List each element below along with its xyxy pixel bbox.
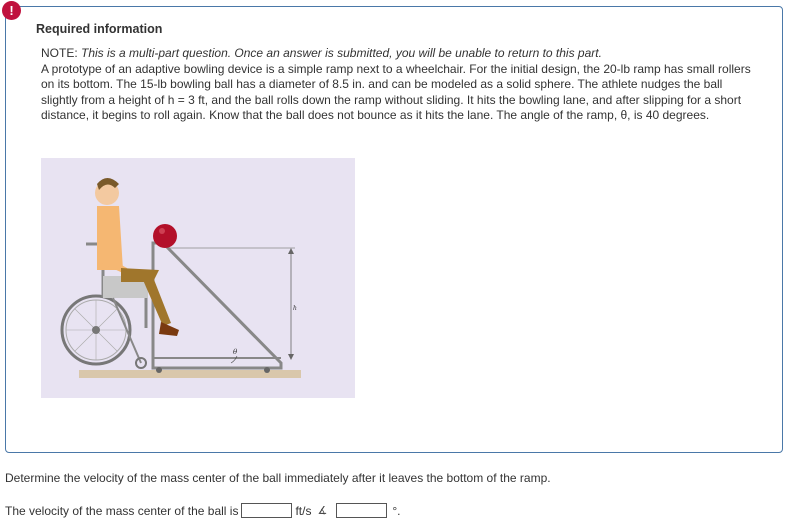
question-prompt: Determine the velocity of the mass center of the ball immediately after it leaves the bottom of the ramp.	[5, 471, 551, 485]
angle-unit: °.	[392, 503, 401, 518]
note-line	[41, 46, 761, 62]
velocity-unit: ft/s	[295, 503, 312, 518]
h-label: h	[293, 305, 297, 312]
info-title: Required information	[36, 22, 163, 36]
note-text: This is a multi-part question. Once an answer is submitted, you will be unable to return to this part.	[81, 46, 602, 60]
problem-paragraph: A prototype of an adaptive bowling device is a simple ramp next to a wheelchair. For the initial design, the 20-lb ramp has small rollers on its bottom. The 15-lb bowling ball has a diameter of 8.5 in. and can be modeled as a solid sphere. The athlete nudges the ball slightly from a height of h = 3 ft, and the ball rolls down the ramp without sliding. It hits the bowling lane, and after slipping for a short distance, it begins to roll again. Know that the ball does not bounce as it hits the lane. The angle of the ramp, θ, is 40 degrees.	[41, 61, 751, 123]
angle-symbol-icon: ∡	[317, 505, 328, 517]
required-information-panel	[5, 6, 783, 453]
note-label: NOTE:	[41, 46, 82, 60]
bowling-ball	[153, 224, 177, 248]
answer-label: The velocity of the mass center of the ball is	[5, 503, 239, 518]
velocity-input[interactable]	[241, 503, 292, 518]
angle-input[interactable]	[336, 503, 387, 518]
info-body	[41, 46, 761, 124]
wheelchair-ramp-figure	[41, 158, 355, 398]
alert-icon: !	[2, 1, 21, 20]
answer-row	[5, 503, 400, 518]
theta-label: θ	[233, 348, 238, 356]
